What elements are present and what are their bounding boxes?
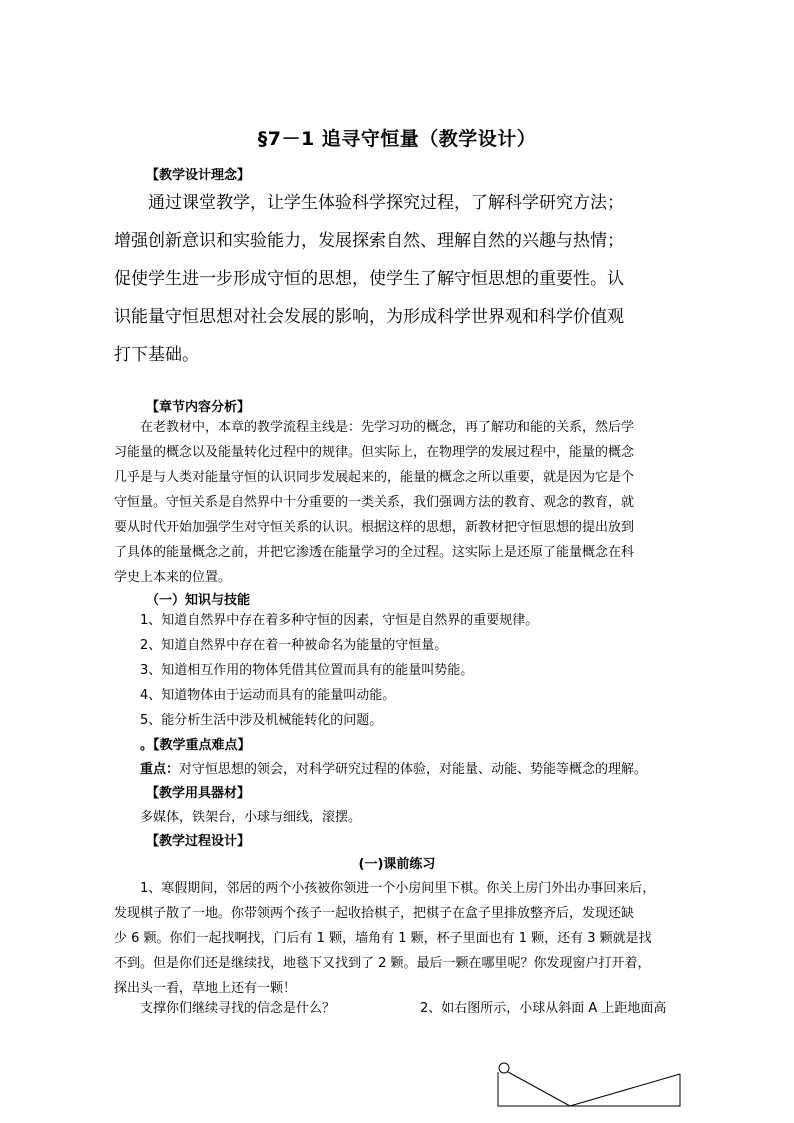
chapter-analysis-body xyxy=(114,415,684,590)
key-points-line xyxy=(140,758,647,777)
text-line: 习能量的概念以及能量转化过程中的规律。但实际上，在物理学的发展过程中，能量的概念 xyxy=(114,445,635,460)
process-exercise-2-intro: 2、如右图所示，小球从斜面 A 上距地面高 xyxy=(420,1001,667,1016)
text-line: 在老教材中，本章的教学流程主线是：先学习功的概念，再了解功和能的关系，然后学 xyxy=(114,420,635,435)
equipment-text: 多媒体，铁架台，小球与细线，滚摆。 xyxy=(140,810,362,825)
list-item: 2、知道自然界中存在着一种被命名为能量的守恒量。 xyxy=(140,638,448,653)
chapter-analysis-heading: 【章节内容分析】 xyxy=(146,400,251,415)
page-title: §7－1 追寻守恒量（教学设计） xyxy=(257,128,537,150)
incline-b xyxy=(570,1074,680,1106)
incline-diagram xyxy=(490,1058,690,1118)
equipment-heading: 【教学用具器材】 xyxy=(146,786,251,801)
knowledge-list xyxy=(140,608,710,733)
list-item: 4、知道物体由于运动而具有的能量叫动能。 xyxy=(140,688,396,703)
text-line: 少 6 颗。你们一起找啊找，门后有 1 颗，墙角有 1 颗，杯子里面也有 1 颗，还有 3 颗就是找 xyxy=(114,931,652,946)
text-line: 增强创新意识和实验能力，发展探索自然、理解自然的兴趣与热情； xyxy=(114,231,624,251)
process-exercise-1 xyxy=(114,876,684,1001)
process-question: 支撑你们继续寻找的信念是什么？ xyxy=(114,1001,336,1016)
incline-a xyxy=(508,1072,570,1106)
text-line: 要从时代开始加强学生对守恒关系的认识。根据这样的思想，新教材把守恒思想的提出放到 xyxy=(114,520,635,535)
text-line: 守恒量。守恒关系是自然界中十分重要的一类关系，我们强调方法的教育、观念的教育，就 xyxy=(114,495,635,510)
key-points-text: 对守恒思想的领会，对科学研究过程的体验，对能量、动能、势能等概念的理解。 xyxy=(179,762,648,777)
text-line: 发现棋子散了一地。你带领两个孩子一起收拾棋子，把棋子在盒子里排放整齐后，发现还缺 xyxy=(114,906,635,921)
key-points-label: 重点： xyxy=(140,762,180,777)
list-item: 5、能分析生活中涉及机械能转化的问题。 xyxy=(140,713,383,728)
text-line: 几乎是与人类对能量守恒的认识同步发展起来的，能量的概念之所以重要，就是因为它是个 xyxy=(114,470,635,485)
text-line: 识能量守恒思想对社会发展的影响，为形成科学世界观和科学价值观 xyxy=(114,307,624,327)
text-line: 促使学生进一步形成守恒的思想，使学生了解守恒思想的重要性。认 xyxy=(114,269,624,289)
text-line: 不到。但是你们还是继续找，地毯下又找到了 2 颗。最后一颗在哪里呢？你发现窗户打开着， xyxy=(114,956,651,971)
knowledge-heading: （一）知识与技能 xyxy=(146,593,251,608)
list-item: 1、知道自然界中存在着多种守恒的因素，守恒是自然界的重要规律。 xyxy=(140,613,539,628)
text-line: 1、寒假期间，邻居的两个小孩被你领进一个小房间里下棋。你关上房门外出办事回来后， xyxy=(114,881,656,896)
design-concept-body xyxy=(114,184,684,374)
text-line: 通过课堂教学，让学生体验科学探究过程，了解科学研究方法； xyxy=(114,193,624,213)
text-line: 探出头一看，草地上还有一颗！ xyxy=(114,981,297,996)
text-line: 学史上本来的位置。 xyxy=(114,570,232,585)
text-line: 了具体的能量概念之前，并把它渗透在能量学习的全过程。这实际上是还原了能量概念在科 xyxy=(114,545,635,560)
ball-icon xyxy=(499,1063,509,1073)
process-subheading: (一)课前练习 xyxy=(358,857,436,872)
text-line: 打下基础。 xyxy=(114,345,199,365)
key-points-heading: 。【教学重点难点】 xyxy=(140,738,251,753)
process-heading: 【教学过程设计】 xyxy=(146,834,251,849)
design-concept-heading: 【教学设计理念】 xyxy=(146,168,251,183)
list-item: 3、知道相互作用的物体凭借其位置而具有的能量叫势能。 xyxy=(140,663,474,678)
